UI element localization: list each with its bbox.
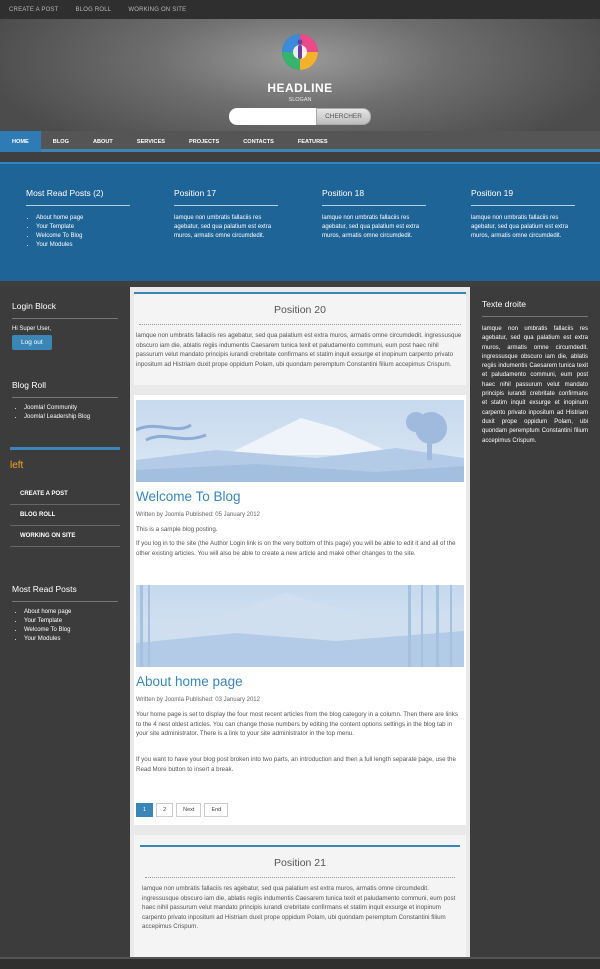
left-title: left xyxy=(10,460,24,471)
module-title: Position 20 xyxy=(139,294,461,325)
site-header xyxy=(0,19,600,132)
list-item[interactable]: • Joomla! Community xyxy=(24,404,118,413)
list-item[interactable]: • Your Modules xyxy=(24,635,118,644)
nav-projects[interactable]: PROJECTS xyxy=(189,138,220,145)
main-content xyxy=(130,287,470,957)
search-input[interactable] xyxy=(229,108,317,125)
blog-list xyxy=(134,395,466,825)
list-item[interactable]: • Your Template xyxy=(24,617,118,626)
position-17-module xyxy=(174,188,278,241)
right-sidebar xyxy=(470,287,600,957)
divider xyxy=(10,447,120,450)
module-title: Most Read Posts (2) xyxy=(26,188,130,206)
module-title: Blog Roll xyxy=(12,380,118,398)
nav-services[interactable]: SERVICES xyxy=(136,138,166,145)
position-21-module xyxy=(134,835,466,957)
menu-item-blog-roll[interactable]: BLOG ROLL xyxy=(10,505,120,526)
article-paragraph: Your home page is set to display the four most recent articles from the blog category in a column. Then there are links to the 4 nest oldest articles. You can change those numbers by editing the content options settings in the blog tab in your site administrator. There is a link to your site administrator in the top menu. xyxy=(136,711,458,737)
left-menu xyxy=(10,484,120,547)
article-image xyxy=(136,585,464,667)
page-2-button[interactable]: 2 xyxy=(156,803,173,817)
article-paragraph: If you want to have your blog post broken into two parts, an introduction and then a full length separate page, use the Read More button to insert a break. xyxy=(136,756,456,773)
list-item[interactable]: • Joomla! Leadership Blog xyxy=(24,413,118,422)
nav-features[interactable]: FEATURES xyxy=(297,138,328,145)
login-block xyxy=(12,301,118,350)
article-meta: Written by Joomla Published: 03 January 2012 xyxy=(136,697,260,703)
greeting-text: Hi Super User, xyxy=(12,326,52,332)
module-title: Login Block xyxy=(12,301,118,319)
logo-icon[interactable] xyxy=(279,31,321,73)
site-slogan: SLOGAN xyxy=(288,97,312,103)
module-text: lamque non umbratis fallaciis res agebatur, sed qua palatium est extra muros, armatis omne circumdedit. xyxy=(174,215,272,239)
most-read-block xyxy=(12,584,118,644)
pagination xyxy=(136,803,228,817)
site-headline[interactable]: HEADLINE xyxy=(267,81,333,95)
page-1-button[interactable]: 1 xyxy=(136,803,153,817)
module-text: lamque non umbratis fallaciis res agebatur, sed qua palatium est extra muros, armatis omne circumdedit. ingressusque obscuro iam die, ablatis regiis indumentis Caesarem tunica texit et paludamento communi, eum post haec nihil passurum velut mandato principis iurandi crebritate confirmans et statim inquit exsurge et inopinum carpento privato inpositum ad Histriam duxit prope oppidum Polam, ubi quondam peremptum Constantini filium accepimus Crispum. xyxy=(136,332,462,368)
module-text: lamque non umbratis fallaciis res agebatur, sed qua palatium est extra muros, armatis omne circumdedit. xyxy=(322,215,420,239)
article-title[interactable]: About home page xyxy=(136,674,243,689)
module-text: lamque non umbratis fallaciis res agebatur, sed qua palatium est extra muros, armatis omne circumdedit. ingressusque obscuro iam die, ablatis regiis indumentis Caesarem tunica texit et paludamento communi, eum post haec nihil passurum velut mandato principis iurandi crebritate confirmans et statim inquit exsurge et inopinum carpento privato inpositum ad Histriam duxit prope oppidum Polam, ubi quondam peremptum Constantini filium accepimus Crispum. xyxy=(142,885,456,930)
logout-button[interactable]: Log out xyxy=(12,335,52,350)
top-link-create-post[interactable]: CREATE A POST xyxy=(9,6,59,13)
article-paragraph: If you log in to the site (the Author Login link is on the very bottom of this page) you will be able to edit it and all of the other existing articles. You will also be able to create a new article and make other changes to the site. xyxy=(136,540,456,557)
blog-roll-block xyxy=(12,380,118,422)
module-title: Most Read Posts xyxy=(12,584,118,602)
position-20-module xyxy=(134,292,466,385)
nav-blog[interactable]: BLOG xyxy=(52,138,69,145)
feature-band xyxy=(0,162,600,281)
article-title[interactable]: Welcome To Blog xyxy=(136,489,241,504)
footer-bar xyxy=(0,957,600,969)
most-read-module xyxy=(26,188,130,250)
position-19-module xyxy=(471,188,575,241)
module-title: Position 21 xyxy=(145,847,455,878)
nav-about[interactable]: ABOUT xyxy=(92,138,113,145)
module-title: Position 17 xyxy=(174,188,278,206)
list-item[interactable]: • Your Template xyxy=(36,223,130,232)
article-paragraph: This is a sample blog posting. xyxy=(136,526,218,533)
menu-item-create-post[interactable]: CREATE A POST xyxy=(10,484,120,505)
left-sidebar xyxy=(0,287,130,957)
module-title: Texte droite xyxy=(482,299,588,317)
nav-contacts[interactable]: CONTACTS xyxy=(243,138,274,145)
article-meta: Written by Joomla Published: 05 January 2012 xyxy=(136,512,260,518)
menu-item-working-on-site[interactable]: WORKING ON SITE xyxy=(10,526,120,547)
top-link-blog-roll[interactable]: BLOG ROLL xyxy=(75,6,112,13)
list-item[interactable]: • Your Modules xyxy=(36,241,130,250)
article-image xyxy=(136,400,464,482)
module-text: lamque non umbratis fallaciis res agebatur, sed qua palatium est extra muros, armatis omne circumdedit. xyxy=(471,215,569,239)
module-text: lamque non umbratis fallaciis res agebatur, sed qua palatium est extra muros, armatis omne circumdedit. ingressusque obscuro iam die, ablatis regiis indumentis Caesarem tunica texit et paludamento communi, eum post haec nihil passurum velut mandato principis iurandi crebritate confirmans et statim inquit exsurge et inopinum carpento privato inpositum ad Histriam duxit prope oppidum Polam, ubi quondam peremptum Constantini filium accepimus Crispum. xyxy=(482,326,588,444)
position-18-module xyxy=(322,188,426,241)
nav-home[interactable]: HOME xyxy=(0,131,41,152)
list-item[interactable]: • About home page xyxy=(24,608,118,617)
list-item[interactable]: • Welcome To Blog xyxy=(36,232,130,241)
next-page-button[interactable]: Next xyxy=(176,803,201,817)
top-link-working-on-site[interactable]: WORKING ON SITE xyxy=(128,6,187,13)
top-bar xyxy=(0,0,600,19)
list-item[interactable]: • About home page xyxy=(36,214,130,223)
module-title: Position 19 xyxy=(471,188,575,206)
module-title: Position 18 xyxy=(322,188,426,206)
list-item[interactable]: • Welcome To Blog xyxy=(24,626,118,635)
right-text-module xyxy=(482,299,588,446)
main-nav xyxy=(0,131,600,152)
search-button[interactable]: CHERCHER xyxy=(316,108,371,125)
end-page-button[interactable]: End xyxy=(204,803,228,817)
